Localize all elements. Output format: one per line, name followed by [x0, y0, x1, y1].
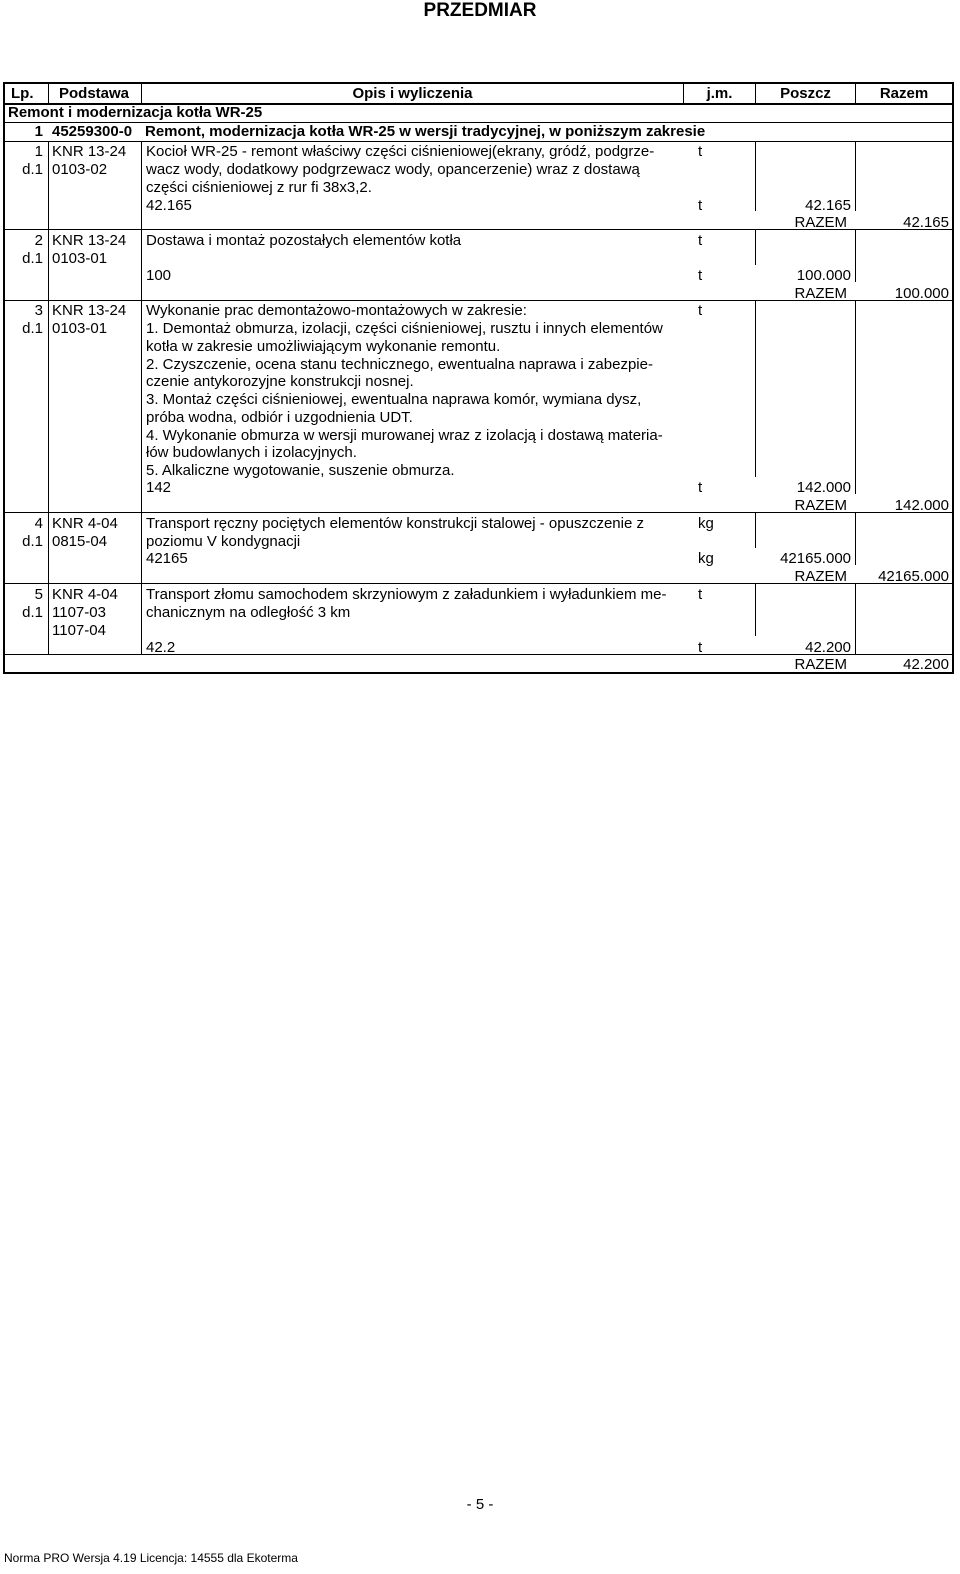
item-poszcz-value: 42.165	[805, 197, 851, 214]
item-description-line: wacz wody, dodatkowy podgrzewacz wody, opancerzenie) wraz z dostawą	[146, 161, 640, 178]
item-calculation: 42165	[146, 550, 188, 567]
item-lp-sub: d.1	[22, 604, 43, 621]
item-unit: t	[698, 586, 703, 603]
section-title: Remont i modernizacja kotła WR-25	[8, 104, 263, 121]
item-description-line: Kocioł WR-25 - remont właściwy części ciśnieniowej(ekrany, gródź, podgrze-	[146, 143, 655, 160]
item-calc-unit: t	[698, 479, 703, 496]
item-lp: 1	[34, 143, 43, 160]
col-rule-jm-5	[755, 583, 756, 636]
item-description-line: Dostawa i montaż pozostałych elementów kotła	[146, 232, 462, 249]
subsection-rule	[3, 141, 954, 142]
item-calc-unit: t	[698, 639, 703, 656]
item-description-line: 1. Demontaż obmurza, izolacji, części ciśnieniowej, rusztu i innych elementów	[146, 320, 663, 337]
item-basis-catalog: KNR 4-04	[52, 515, 118, 532]
item-description-line: Transport ręczny pociętych elementów konstrukcji stalowej - opuszczenie z	[146, 515, 644, 532]
item-description-line: Wykonanie prac demontażowo-montażowych w zakresie:	[146, 302, 527, 319]
col-rule-razem-2	[855, 229, 856, 282]
subsection-title: Remont, modernizacja kotła WR-25 w wersji tradycyjnej, w poniższym zakresie	[145, 123, 706, 140]
item-description-line: kotła w zakresie umożliwiającym wykonanie remontu.	[146, 338, 501, 355]
col-header-lp: Lp.	[11, 85, 34, 102]
item-basis-position: 1107-04	[52, 622, 106, 639]
item-razem-label: RAZEM	[794, 656, 847, 673]
item-lp: 4	[34, 515, 43, 532]
col-header-podstawa: Podstawa	[59, 85, 130, 102]
license-note: Norma PRO Wersja 4.19 Licencja: 14555 dla Ekoterma	[4, 1551, 298, 1565]
item-description-line: 2. Czyszczenie, ocena stanu technicznego, ewentualna naprawa i zabezpie-	[146, 356, 653, 373]
item-lp: 2	[34, 232, 43, 249]
item-description-line: Transport złomu samochodem skrzyniowym z załadunkiem i wyładunkiem me-	[146, 586, 667, 603]
item-description-line: chanicznym na odległość 3 km	[146, 604, 351, 621]
item-basis-catalog: KNR 4-04	[52, 586, 118, 603]
item-calculation: 42.165	[146, 197, 192, 214]
item-unit: t	[698, 143, 703, 160]
item-basis-position: 0103-02	[52, 161, 108, 178]
col-header-opis: Opis i wyliczenia	[352, 85, 473, 102]
item-unit: t	[698, 232, 703, 249]
item-razem-label: RAZEM	[794, 497, 847, 514]
item-description-line: 3. Montaż części ciśnieniowej, ewentualna naprawa komór, wymiana dysz,	[146, 391, 642, 408]
item-lp: 3	[34, 302, 43, 319]
col-rule-jm-4	[755, 512, 756, 548]
subsection-code: 45259300-0	[52, 123, 133, 140]
subsection-lp: 1	[34, 123, 43, 140]
col-rule-razem-5	[855, 583, 856, 654]
item-calculation: 142	[146, 479, 172, 496]
item-poszcz-value: 142.000	[796, 479, 851, 496]
item-description-line: łów budowlanych i izolacyjnych.	[146, 444, 357, 461]
col-rule-jm-3	[755, 300, 756, 477]
item-calc-unit: t	[698, 267, 703, 284]
item-poszcz-value: 100.000	[796, 267, 851, 284]
item-basis-catalog: KNR 13-24	[52, 143, 127, 160]
item-poszcz-value: 42.200	[805, 639, 851, 656]
item-basis-position: 0815-04	[52, 533, 108, 550]
item-razem-label: RAZEM	[794, 214, 847, 231]
item-description-line: 4. Wykonanie obmurza w wersji murowanej wraz z izolacją i dostawą materia-	[146, 427, 663, 444]
item-calc-unit: t	[698, 197, 703, 214]
col-rule-podstawa-items	[141, 141, 142, 654]
item-razem-label: RAZEM	[794, 285, 847, 302]
item-description-line: części ciśnieniowej z rur fi 38x3,2.	[146, 179, 372, 196]
col-rule-lp-items	[48, 141, 49, 654]
col-rule-razem-1	[855, 141, 856, 211]
item-description-line: 5. Alkaliczne wygotowanie, suszenie obmurza.	[146, 462, 455, 479]
col-rule-lp	[48, 84, 49, 103]
item-lp-sub: d.1	[22, 533, 43, 550]
item-razem-value: 100.000	[894, 285, 949, 302]
item-basis-position: 0103-01	[52, 250, 108, 267]
col-rule-jm-2	[755, 229, 756, 265]
item-basis-position: 0103-01	[52, 320, 108, 337]
item-razem-value: 42165.000	[878, 568, 949, 585]
item-basis-catalog: KNR 13-24	[52, 232, 127, 249]
col-rule-razem-3	[855, 300, 856, 494]
page-number: - 5 -	[466, 1496, 494, 1513]
col-header-jm: j.m.	[706, 85, 733, 102]
col-header-razem: Razem	[879, 85, 929, 102]
item-poszcz-value: 42165.000	[780, 550, 851, 567]
item-razem-label: RAZEM	[794, 568, 847, 585]
item-lp-sub: d.1	[22, 250, 43, 267]
item-unit: t	[698, 302, 703, 319]
item-calculation: 100	[146, 267, 172, 284]
item-calc-unit: kg	[698, 550, 714, 567]
item-description-line: poziomu V kondygnacji	[146, 533, 301, 550]
item-basis-catalog: KNR 13-24	[52, 302, 127, 319]
page-title: PRZEDMIAR	[423, 0, 537, 21]
item-lp-sub: d.1	[22, 320, 43, 337]
col-header-poszcz: Poszcz	[780, 85, 831, 102]
item-lp-sub: d.1	[22, 161, 43, 178]
item-description-line: próba wodna, odbiór i uzgodnienia UDT.	[146, 409, 413, 426]
item-calculation: 42.2	[146, 639, 176, 656]
item-razem-value: 42.200	[903, 656, 949, 673]
item-razem-value: 42.165	[903, 214, 949, 231]
item-razem-value: 142.000	[894, 497, 949, 514]
item-description-line: czenie antykorozyjne konstrukcji nosnej.	[146, 373, 414, 390]
col-rule-razem-4	[855, 512, 856, 565]
item-lp: 5	[34, 586, 43, 603]
item-basis-position: 1107-03	[52, 604, 106, 621]
item-unit: kg	[698, 515, 714, 532]
